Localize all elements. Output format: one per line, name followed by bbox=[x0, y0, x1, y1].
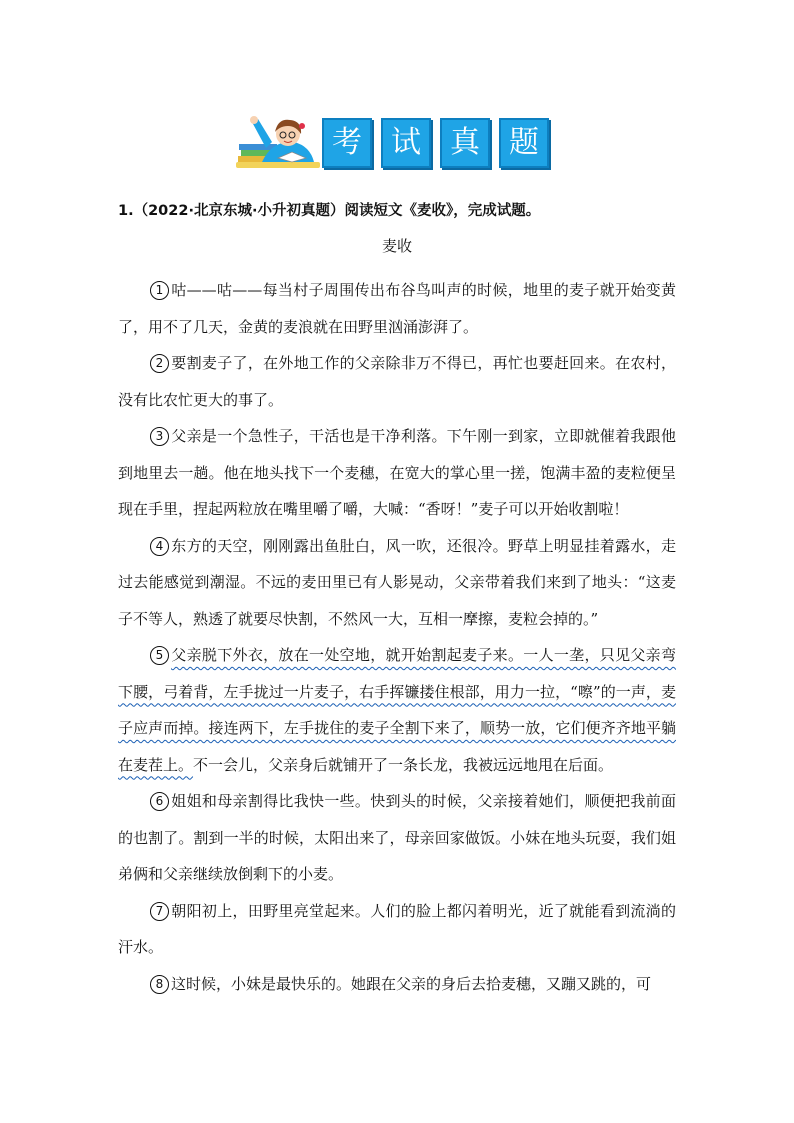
banner-tile-ti: 题 bbox=[499, 118, 549, 168]
paragraph-number: 1 bbox=[150, 281, 169, 300]
question-heading: 1.（2022·北京东城·小升初真题）阅读短文《麦收》，完成试题。 bbox=[118, 203, 541, 219]
paragraph-4 bbox=[118, 528, 676, 638]
paragraph-5 bbox=[118, 637, 676, 783]
banner-tile-shi: 试 bbox=[381, 118, 431, 168]
paragraph-text: 这时候，小妹是最快乐的。她跟在父亲的身后去拾麦穗，又蹦又跳的，可 bbox=[171, 974, 652, 993]
exam-banner bbox=[232, 112, 562, 172]
paragraph-number: 4 bbox=[150, 537, 169, 556]
paragraph-number: 7 bbox=[150, 902, 169, 921]
paragraph-text: 朝阳初上，田野里亮堂起来。人们的脸上都闪着明光，近了就能看到流淌的汗水。 bbox=[118, 901, 676, 956]
paragraph-text: 不一会儿，父亲身后就铺开了一条长龙，我被远远地甩在后面。 bbox=[193, 755, 614, 774]
paragraph-6 bbox=[118, 783, 676, 893]
paragraph-number: 8 bbox=[150, 975, 169, 994]
banner-tile-kao: 考 bbox=[322, 118, 372, 168]
paragraph-2 bbox=[118, 345, 676, 418]
paragraph-text: 父亲是一个急性子，干活也是干净利落。下午刚一到家，立即就催着我跟他到地里去一趟。他在地头找下一个麦穗，在宽大的掌心里一搓，饱满丰盈的麦粒便呈现在手里，捏起两粒放在嘴里嚼了嚼，大喊：“香呀！”麦子可以开始收割啦！ bbox=[118, 427, 676, 518]
paragraph-text: 东方的天空，刚刚露出鱼肚白，风一吹，还很冷。野草上明显挂着露水，走过去能感觉到潮湿。不远的麦田里已有人影晃动，父亲带着我们来到了地头：“这麦子不等人，熟透了就要尽快割，不然风一大，互相一摩擦，麦粒会掉的。” bbox=[118, 536, 676, 628]
student-reading-mascot-icon bbox=[232, 112, 322, 172]
paragraph-7 bbox=[118, 893, 676, 966]
paragraph-number: 3 bbox=[150, 427, 169, 446]
paragraph-number: 2 bbox=[150, 354, 169, 373]
paragraph-1 bbox=[118, 272, 676, 345]
article-title: 麦收 bbox=[381, 237, 412, 255]
paragraph-text: 姐姐和母亲割得比我快一些。快到头的时候，父亲接着她们，顺便把我前面的也割了。割到一半的时候，太阳出来了，母亲回家做饭。小妹在地头玩耍，我们姐弟俩和父亲继续放倒剩下的小麦。 bbox=[118, 792, 676, 883]
paragraph-number: 6 bbox=[150, 792, 169, 811]
paragraph-3 bbox=[118, 418, 676, 528]
paragraph-number: 5 bbox=[150, 646, 169, 665]
paragraph-text: 要割麦子了，在外地工作的父亲除非万不得已，再忙也要赶回来。在农村，没有比农忙更大的事了。 bbox=[118, 354, 676, 409]
paragraph-text: 咕——咕——每当村子周围传出布谷鸟叫声的时候，地里的麦子就开始变黄了，用不了几天，金黄的麦浪就在田野里汹涌澎湃了。 bbox=[118, 281, 676, 336]
paragraph-underlined-text: 父亲脱下外衣，放在一处空地，就开始割起麦子来。一人一垄，只见父亲弯下腰，弓着背，左手拢过一片麦子，右手挥镰搂住根部，用力一拉，“嚓”的一声，麦子应声而掉。接连两下，左手拢住的麦子全割下来了，顺势一放，它们便齐齐地平躺在麦茬上。 bbox=[118, 646, 676, 774]
article-body bbox=[118, 272, 676, 1002]
banner-tile-zhen: 真 bbox=[440, 118, 490, 168]
paragraph-8 bbox=[118, 966, 676, 1003]
